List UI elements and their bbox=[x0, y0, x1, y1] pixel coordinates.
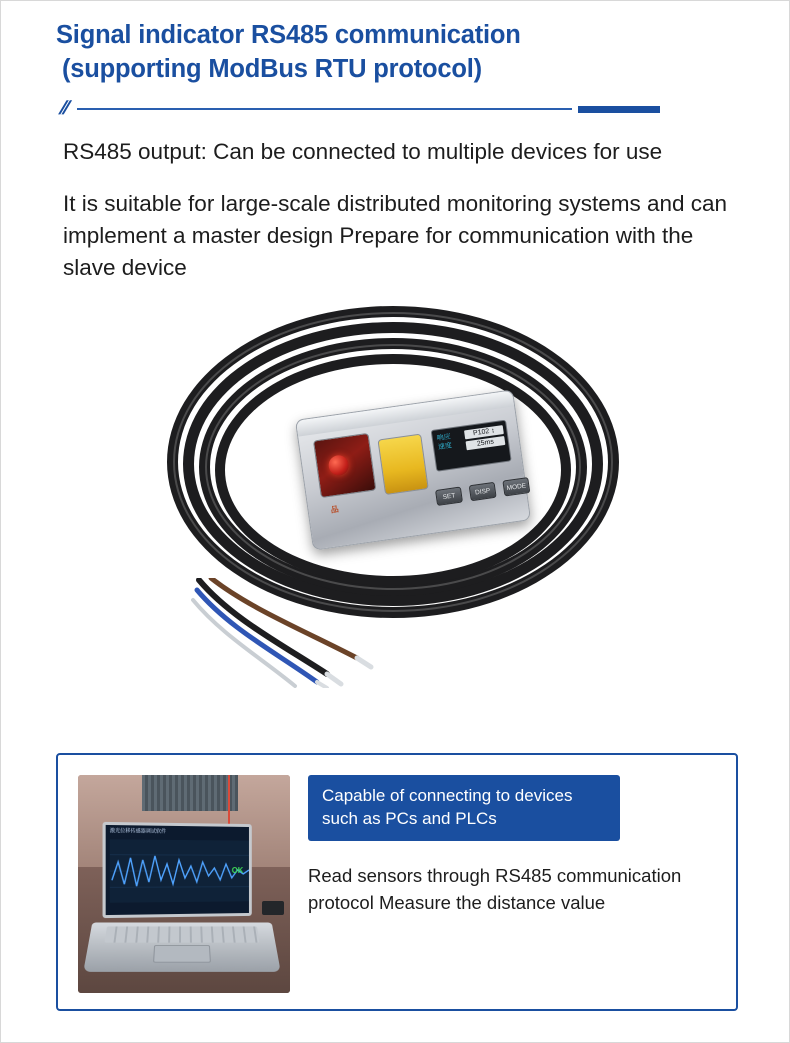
laptop-base bbox=[83, 923, 280, 972]
display-label-line1: 响应 bbox=[436, 433, 452, 443]
application-text bbox=[290, 775, 716, 989]
display-value-top: P102 ↕ bbox=[464, 425, 504, 439]
laptop-keyboard bbox=[105, 926, 260, 942]
display-label-line2: 速度 bbox=[437, 442, 453, 452]
sensor-brand-mark: 品 bbox=[330, 504, 340, 515]
laptop-trackpad bbox=[153, 945, 211, 962]
application-card bbox=[56, 753, 738, 1011]
page-title-line-1: Signal indicator RS485 communication bbox=[56, 21, 521, 49]
product-photo bbox=[1, 296, 789, 696]
sensor-display-screen bbox=[431, 420, 512, 472]
connectivity-badge: Capable of connecting to devices such as PCs and PLCs bbox=[308, 775, 620, 841]
laptop-screen-title: 激光位移传感器调试软件 bbox=[109, 828, 167, 835]
wire-blue bbox=[197, 590, 317, 682]
body-text bbox=[1, 120, 789, 284]
lead-wires-svg bbox=[191, 578, 451, 688]
divider-row bbox=[56, 98, 749, 120]
page-title-line-2: (supporting ModBus RTU protocol) bbox=[62, 54, 482, 83]
display-value-bottom: 25ms bbox=[466, 436, 506, 450]
sensor-button-disp[interactable]: DISP bbox=[469, 482, 497, 501]
laptop-screen bbox=[103, 822, 252, 918]
sensor-button-row bbox=[435, 477, 530, 506]
wire-blue-tip bbox=[317, 682, 327, 688]
photo-background-strip bbox=[142, 775, 238, 811]
wire-black-tip bbox=[327, 674, 341, 684]
divider-thick bbox=[578, 106, 660, 113]
application-note: Read sensors through RS485 communication protocol Measure the distance value bbox=[308, 864, 682, 913]
header bbox=[1, 1, 789, 120]
wire-brown-tip bbox=[357, 658, 371, 667]
waveform-chart bbox=[110, 839, 251, 902]
cable-coil-illustration bbox=[151, 306, 671, 686]
paragraph-rs485-output: RS485 output: Can be connected to multiple devices for use bbox=[63, 139, 663, 165]
sensor-receiver-window bbox=[377, 434, 428, 496]
sensor-display-values bbox=[463, 421, 510, 466]
sensor-button-mode[interactable]: MODE bbox=[502, 477, 530, 496]
cable-lead-wires bbox=[191, 578, 451, 688]
application-photo bbox=[78, 775, 290, 993]
divider-thin bbox=[77, 108, 572, 110]
sensor-button-set[interactable]: SET bbox=[435, 487, 463, 506]
paragraph-distributed-monitoring: It is suitable for large-scale distributed monitoring systems and can implement a master design Prepare for communication with the slave device bbox=[63, 191, 728, 281]
double-slash-icon: // bbox=[57, 98, 69, 120]
status-ok-badge: OK bbox=[231, 866, 244, 875]
photo-sensor-device bbox=[262, 901, 284, 915]
